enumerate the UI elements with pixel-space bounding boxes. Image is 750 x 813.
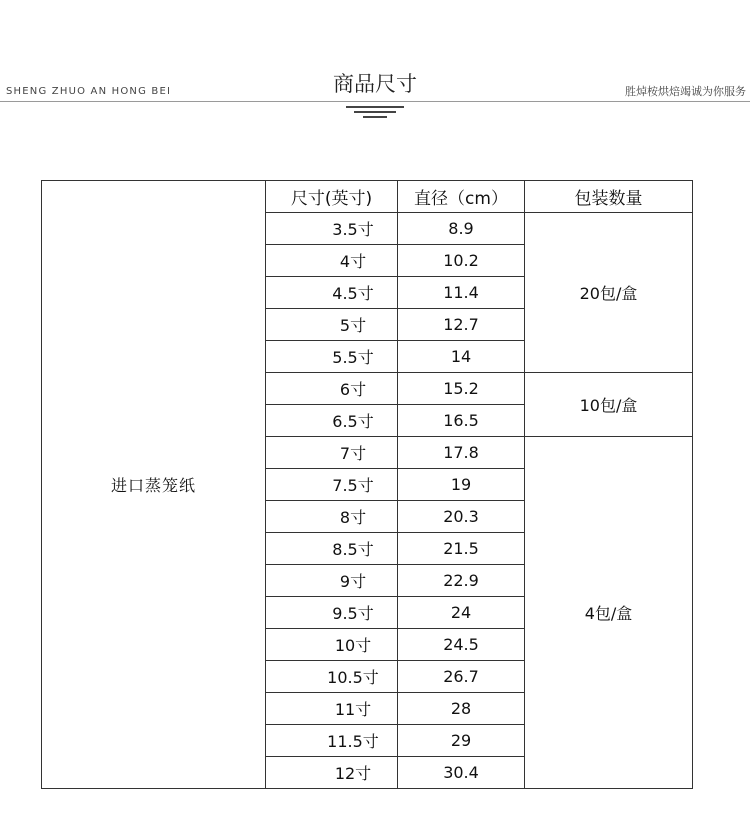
title-underline-ornament (346, 104, 404, 122)
diameter-cell: 10.2 (398, 245, 525, 277)
packaging-cell: 4包/盒 (525, 437, 693, 789)
size-cell: 7.5寸 (266, 469, 398, 501)
diameter-cell: 21.5 (398, 533, 525, 565)
diameter-cell: 26.7 (398, 661, 525, 693)
diameter-cell: 17.8 (398, 437, 525, 469)
diameter-cell: 24.5 (398, 629, 525, 661)
size-cell: 12寸 (266, 757, 398, 789)
packaging-cell: 20包/盒 (525, 213, 693, 373)
size-cell: 6.5寸 (266, 405, 398, 437)
column-header-packaging: 包装数量 (525, 181, 693, 213)
diameter-cell: 19 (398, 469, 525, 501)
page-header (0, 0, 750, 130)
column-header-size: 尺寸(英寸) (266, 181, 398, 213)
column-header-diameter: 直径（cm） (398, 181, 525, 213)
size-cell: 9寸 (266, 565, 398, 597)
diameter-cell: 28 (398, 693, 525, 725)
size-cell: 8寸 (266, 501, 398, 533)
size-cell: 4寸 (266, 245, 398, 277)
brand-slogan: 胜焯桉烘焙竭诚为你服务 (625, 85, 746, 98)
size-cell: 11寸 (266, 693, 398, 725)
size-cell: 9.5寸 (266, 597, 398, 629)
page-title: 商品尺寸 (333, 72, 417, 96)
packaging-cell: 10包/盒 (525, 373, 693, 437)
size-cell: 11.5寸 (266, 725, 398, 757)
size-cell: 6寸 (266, 373, 398, 405)
diameter-cell: 30.4 (398, 757, 525, 789)
brand-english-name: SHENG ZHUO AN HONG BEI (6, 86, 172, 97)
diameter-cell: 15.2 (398, 373, 525, 405)
header-divider (0, 101, 750, 102)
diameter-cell: 20.3 (398, 501, 525, 533)
diameter-cell: 22.9 (398, 565, 525, 597)
product-name-cell: 进口蒸笼纸 (42, 181, 266, 789)
diameter-cell: 14 (398, 341, 525, 373)
size-cell: 5.5寸 (266, 341, 398, 373)
diameter-cell: 29 (398, 725, 525, 757)
diameter-cell: 8.9 (398, 213, 525, 245)
size-cell: 5寸 (266, 309, 398, 341)
size-spec-table (41, 180, 693, 789)
size-cell: 10.5寸 (266, 661, 398, 693)
size-cell: 4.5寸 (266, 277, 398, 309)
size-cell: 3.5寸 (266, 213, 398, 245)
size-cell: 10寸 (266, 629, 398, 661)
table-header-row (42, 181, 693, 213)
diameter-cell: 12.7 (398, 309, 525, 341)
diameter-cell: 11.4 (398, 277, 525, 309)
size-cell: 8.5寸 (266, 533, 398, 565)
size-cell: 7寸 (266, 437, 398, 469)
diameter-cell: 16.5 (398, 405, 525, 437)
diameter-cell: 24 (398, 597, 525, 629)
